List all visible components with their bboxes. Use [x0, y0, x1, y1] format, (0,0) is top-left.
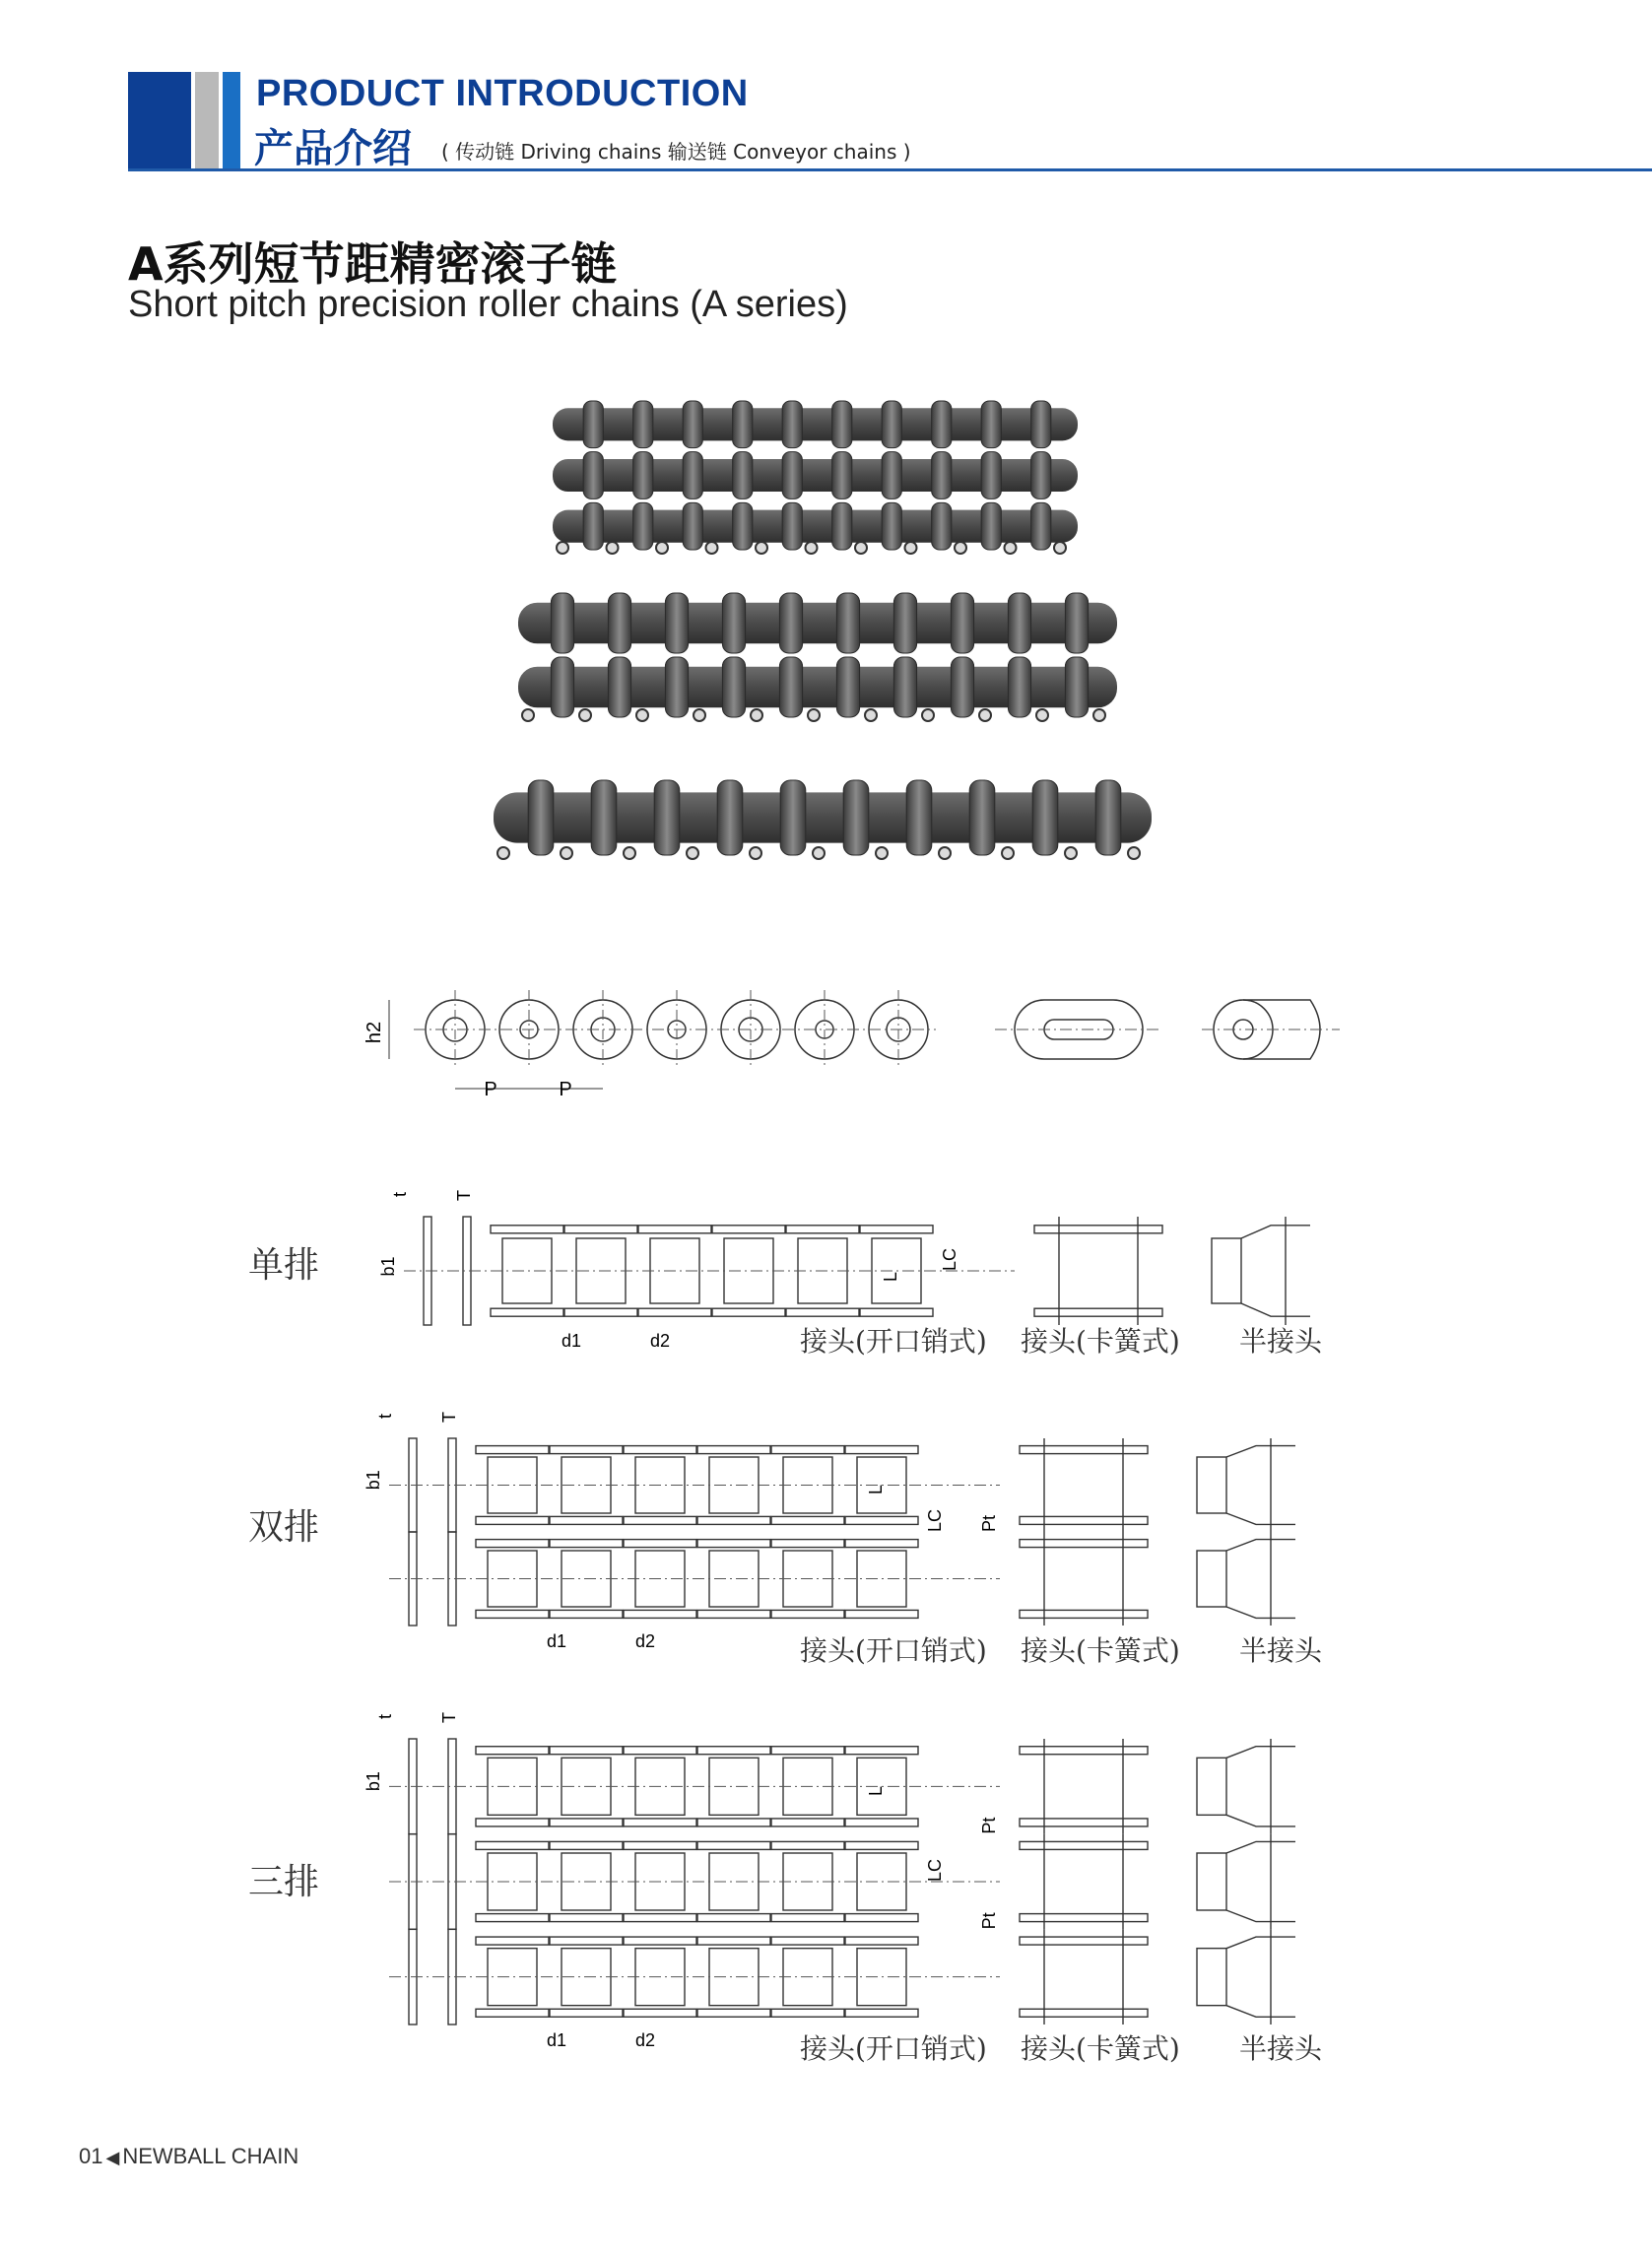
link-plate — [697, 1841, 770, 1849]
L-label: L — [881, 1271, 900, 1282]
d1-label: d1 — [547, 2030, 567, 2050]
link-plate — [491, 1308, 563, 1316]
chain-roller — [932, 401, 952, 448]
pin-hole — [497, 847, 509, 859]
chain-roller — [633, 502, 653, 550]
chain-roller — [633, 452, 653, 499]
chain-roller — [782, 452, 802, 499]
link-plate — [624, 1937, 696, 1945]
pin-hole — [522, 709, 534, 721]
offset-roller — [1197, 1457, 1226, 1513]
link-plate — [624, 1446, 696, 1454]
caption-offset-joint-1: 半接头 — [1239, 1325, 1323, 1358]
clip-plate — [1020, 1841, 1148, 1849]
chain-roller — [893, 657, 916, 717]
clip-plate — [1020, 1914, 1148, 1922]
page-number: 01 — [79, 2144, 103, 2168]
pin-hole — [1054, 542, 1066, 554]
link-plate — [476, 1516, 549, 1524]
pin-hole — [1036, 709, 1048, 721]
chain-roller — [932, 502, 952, 550]
outline-chain-links — [389, 990, 936, 1089]
LC-label: LC — [925, 1508, 945, 1532]
link-plate — [845, 1610, 918, 1618]
chain-roller — [882, 502, 901, 550]
chain-roller — [1032, 780, 1058, 855]
pin-hole — [813, 847, 825, 859]
b1-label: b1 — [363, 1470, 383, 1491]
clip-plate — [1020, 2009, 1148, 2017]
caption-cotter-joint-3: 接头(开口销式) — [800, 2032, 987, 2065]
offset-plate — [1226, 1910, 1295, 1922]
chain-roller — [906, 780, 932, 855]
pin-hole — [876, 847, 888, 859]
offset-roller — [1197, 1551, 1226, 1607]
double-strand-drawing — [350, 1399, 1369, 1665]
pin-hole — [806, 542, 818, 554]
double-strand-chain-photo — [512, 581, 1123, 729]
section-title-en: Short pitch precision roller chains (A series) — [128, 284, 848, 325]
chain-roller — [733, 401, 753, 448]
link-plate — [697, 1516, 770, 1524]
footer — [79, 2144, 298, 2169]
caption-clip-joint-2: 接头(卡簧式) — [1021, 1634, 1180, 1667]
offset-plate — [1226, 2006, 1295, 2018]
link-plate — [845, 1819, 918, 1826]
chain-roller — [1031, 401, 1051, 448]
chain-roller — [782, 401, 802, 448]
T-label: T — [439, 1712, 459, 1723]
chain-roller — [782, 502, 802, 550]
offset-plate — [1241, 1226, 1310, 1238]
chain-roller — [832, 502, 852, 550]
link-plate — [845, 2009, 918, 2017]
single-strand-chain-photo — [488, 768, 1157, 867]
clip-plate — [1020, 1937, 1148, 1945]
pin-hole — [706, 542, 718, 554]
section-title-cn: A系列短节距精密滚子链 — [128, 237, 617, 291]
pin-hole — [607, 542, 619, 554]
LC-label: LC — [940, 1247, 959, 1271]
clip-plate — [1020, 1747, 1148, 1755]
chain-roller — [832, 401, 852, 448]
header-title-cn: 产品介绍 — [254, 126, 412, 171]
link-plate — [771, 2009, 844, 2017]
Pt-label: Pt — [979, 1817, 999, 1834]
link-plate — [697, 1914, 770, 1922]
pin-hole — [751, 709, 762, 721]
caption-offset-joint-3: 半接头 — [1239, 2032, 1323, 2065]
chain-roller — [893, 593, 916, 653]
chain-roller — [608, 657, 630, 717]
link-plate — [771, 1540, 844, 1548]
link-plate — [624, 1747, 696, 1755]
pin-hole — [808, 709, 820, 721]
chain-roller — [1095, 780, 1121, 855]
offset-plate — [1226, 1446, 1295, 1457]
clip-plate — [1020, 1446, 1148, 1454]
h2-label: h2 — [363, 1021, 385, 1044]
d1-label: d1 — [562, 1331, 582, 1351]
clip-plate — [1020, 1610, 1148, 1618]
T-label: T — [454, 1190, 474, 1201]
triple-strand-drawing — [350, 1699, 1369, 2064]
link-plate — [476, 1819, 549, 1826]
cotter-link-shape — [995, 1000, 1162, 1059]
link-plate — [476, 1747, 549, 1755]
triple-strand-chain-photo — [547, 389, 1084, 562]
link-plate — [564, 1308, 637, 1316]
link-plate — [550, 1819, 623, 1826]
link-plate — [771, 1516, 844, 1524]
chain-roller — [665, 593, 688, 653]
chain-roller — [665, 657, 688, 717]
chain-roller — [951, 657, 973, 717]
chain-outline-drawing — [355, 975, 1359, 1113]
link-plate — [697, 1819, 770, 1826]
chain-roller — [882, 452, 901, 499]
link-plate — [771, 1819, 844, 1826]
link-plate — [476, 1914, 549, 1922]
offset-roller — [1212, 1238, 1241, 1303]
chain-roller — [1008, 657, 1030, 717]
pin-hole — [561, 847, 572, 859]
chain-roller — [591, 780, 617, 855]
caption-offset-joint-2: 半接头 — [1239, 1634, 1323, 1667]
link-plate — [845, 1914, 918, 1922]
link-plate — [476, 1540, 549, 1548]
d1-label: d1 — [547, 1631, 567, 1651]
link-plate — [550, 1747, 623, 1755]
pin-hole — [922, 709, 934, 721]
offset-plate — [1226, 1747, 1295, 1759]
link-plate — [476, 1610, 549, 1618]
Pt-label: Pt — [979, 1912, 999, 1930]
chain-roller — [1065, 657, 1088, 717]
pin-hole — [756, 542, 767, 554]
link-plate — [786, 1308, 859, 1316]
chain-roller — [583, 401, 603, 448]
offset-plate — [1226, 1937, 1295, 1949]
link-plate — [771, 1937, 844, 1945]
link-plate — [624, 1841, 696, 1849]
chain-roller — [836, 657, 859, 717]
chain-roller — [733, 452, 753, 499]
clip-plate — [1020, 1819, 1148, 1826]
clip-plate — [1020, 1540, 1148, 1548]
chain-roller — [780, 780, 806, 855]
pin-hole — [750, 847, 761, 859]
header-subtitle: ( 传动链 Driving chains 输送链 Conveyor chains ) — [441, 140, 911, 164]
link-plate — [476, 1446, 549, 1454]
chain-roller — [722, 593, 745, 653]
pin-hole — [579, 709, 591, 721]
pin-hole — [979, 709, 991, 721]
pin-hole — [1005, 542, 1017, 554]
link-plate — [845, 1516, 918, 1524]
triangle-left-icon: ◀ — [105, 2148, 120, 2167]
chain-roller — [981, 401, 1001, 448]
link-plate — [550, 1937, 623, 1945]
link-plate — [697, 1540, 770, 1548]
offset-plate — [1226, 1841, 1295, 1853]
chain-roller — [683, 502, 702, 550]
header-bar-dark — [128, 72, 191, 170]
link-plate — [476, 1841, 549, 1849]
t-label: t — [375, 1713, 395, 1719]
chain-roller — [951, 593, 973, 653]
offset-roller — [1197, 1949, 1226, 2006]
Pt-label: Pt — [979, 1514, 999, 1532]
pin-hole — [636, 709, 648, 721]
offset-plate — [1226, 1607, 1295, 1618]
chain-roller — [981, 452, 1001, 499]
pin-hole — [905, 542, 917, 554]
offset-plate — [1226, 1815, 1295, 1826]
p-label-2: P — [559, 1079, 572, 1100]
T-label: T — [439, 1412, 459, 1423]
pin-hole — [656, 542, 668, 554]
link-plate — [550, 1610, 623, 1618]
pin-hole — [865, 709, 877, 721]
link-plate — [638, 1308, 711, 1316]
chain-roller — [1065, 593, 1088, 653]
clip-plate — [1034, 1226, 1162, 1233]
chain-roller — [608, 593, 630, 653]
pin-hole — [1002, 847, 1014, 859]
L-label: L — [866, 1484, 886, 1494]
chain-roller — [683, 401, 702, 448]
link-plate — [550, 1516, 623, 1524]
chain-roller — [969, 780, 995, 855]
link-plate — [786, 1226, 859, 1233]
chain-roller — [722, 657, 745, 717]
link-plate — [624, 1819, 696, 1826]
offset-roller — [1197, 1853, 1226, 1910]
chain-roller — [932, 452, 952, 499]
b1-label: b1 — [363, 1771, 383, 1792]
L-label: L — [866, 1785, 886, 1796]
chain-roller — [551, 657, 573, 717]
offset-plate — [1226, 1513, 1295, 1524]
caption-clip-joint-3: 接头(卡簧式) — [1021, 2032, 1180, 2065]
d2-label: d2 — [635, 2030, 656, 2050]
link-plate — [564, 1226, 637, 1233]
link-plate — [697, 1446, 770, 1454]
caption-clip-joint-1: 接头(卡簧式) — [1021, 1325, 1180, 1358]
chain-roller — [832, 452, 852, 499]
link-plate — [624, 1516, 696, 1524]
chain-roller — [683, 452, 702, 499]
chain-roller — [717, 780, 743, 855]
header-title-en: PRODUCT INTRODUCTION — [256, 73, 749, 114]
pin-hole — [855, 542, 867, 554]
link-plate — [638, 1226, 711, 1233]
offset-plate — [1226, 1540, 1295, 1551]
chain-roller — [733, 502, 753, 550]
chain-roller — [583, 502, 603, 550]
link-plate — [624, 1610, 696, 1618]
link-plate — [860, 1308, 933, 1316]
link-plate — [624, 1540, 696, 1548]
link-plate — [845, 1747, 918, 1755]
p-label-1: P — [484, 1079, 497, 1100]
link-plate — [491, 1226, 563, 1233]
link-plate — [845, 1937, 918, 1945]
link-plate — [845, 1841, 918, 1849]
offset-roller — [1197, 1758, 1226, 1815]
chain-roller — [843, 780, 869, 855]
chain-roller — [654, 780, 680, 855]
link-plate — [476, 2009, 549, 2017]
link-plate — [771, 1747, 844, 1755]
chain-roller — [1031, 502, 1051, 550]
offset-plate — [1241, 1303, 1310, 1316]
link-plate — [712, 1308, 785, 1316]
offset-link-shape — [1202, 1000, 1340, 1059]
chain-roller — [779, 593, 802, 653]
pin-hole — [1093, 709, 1105, 721]
pin-hole — [557, 542, 568, 554]
chain-roller — [1031, 452, 1051, 499]
link-plate — [845, 1540, 918, 1548]
link-plate — [697, 1610, 770, 1618]
link-plate — [550, 1446, 623, 1454]
pin-hole — [955, 542, 966, 554]
link-plate — [476, 1937, 549, 1945]
header-bar-gray — [195, 72, 219, 170]
pin-hole — [694, 709, 705, 721]
row-label-double: 双排 — [248, 1507, 320, 1548]
pin-hole — [1065, 847, 1077, 859]
pin-hole — [939, 847, 951, 859]
chain-roller — [882, 401, 901, 448]
footer-brand: NEWBALL CHAIN — [122, 2144, 299, 2168]
clip-plate — [1020, 1516, 1148, 1524]
t-label: t — [390, 1191, 410, 1197]
d2-label: d2 — [650, 1331, 671, 1351]
link-plate — [771, 1841, 844, 1849]
pin-hole — [624, 847, 635, 859]
link-plate — [550, 1841, 623, 1849]
d2-label: d2 — [635, 1631, 656, 1651]
chain-roller — [836, 593, 859, 653]
caption-cotter-joint-1: 接头(开口销式) — [800, 1325, 987, 1358]
link-plate — [624, 2009, 696, 2017]
clip-plate — [1034, 1308, 1162, 1316]
link-plate — [771, 1914, 844, 1922]
link-plate — [697, 1937, 770, 1945]
link-plate — [550, 1914, 623, 1922]
b1-label: b1 — [378, 1256, 398, 1277]
link-plate — [624, 1914, 696, 1922]
link-plate — [550, 1540, 623, 1548]
link-plate — [771, 1446, 844, 1454]
chain-roller — [1008, 593, 1030, 653]
caption-cotter-joint-2: 接头(开口销式) — [800, 1634, 987, 1667]
chain-roller — [528, 780, 554, 855]
chain-roller — [551, 593, 573, 653]
header-bar-blue — [223, 72, 240, 170]
chain-roller — [779, 657, 802, 717]
link-plate — [697, 2009, 770, 2017]
pin-hole — [1128, 847, 1140, 859]
chain-roller — [583, 452, 603, 499]
row-label-triple: 三排 — [248, 1862, 320, 1902]
chain-roller — [633, 401, 653, 448]
link-plate — [697, 1747, 770, 1755]
t-label: t — [375, 1413, 395, 1419]
link-plate — [550, 2009, 623, 2017]
link-plate — [860, 1226, 933, 1233]
link-plate — [845, 1446, 918, 1454]
row-label-single: 单排 — [248, 1245, 320, 1286]
pin-hole — [687, 847, 698, 859]
link-plate — [771, 1610, 844, 1618]
chain-roller — [981, 502, 1001, 550]
LC-label: LC — [925, 1858, 945, 1882]
link-plate — [712, 1226, 785, 1233]
